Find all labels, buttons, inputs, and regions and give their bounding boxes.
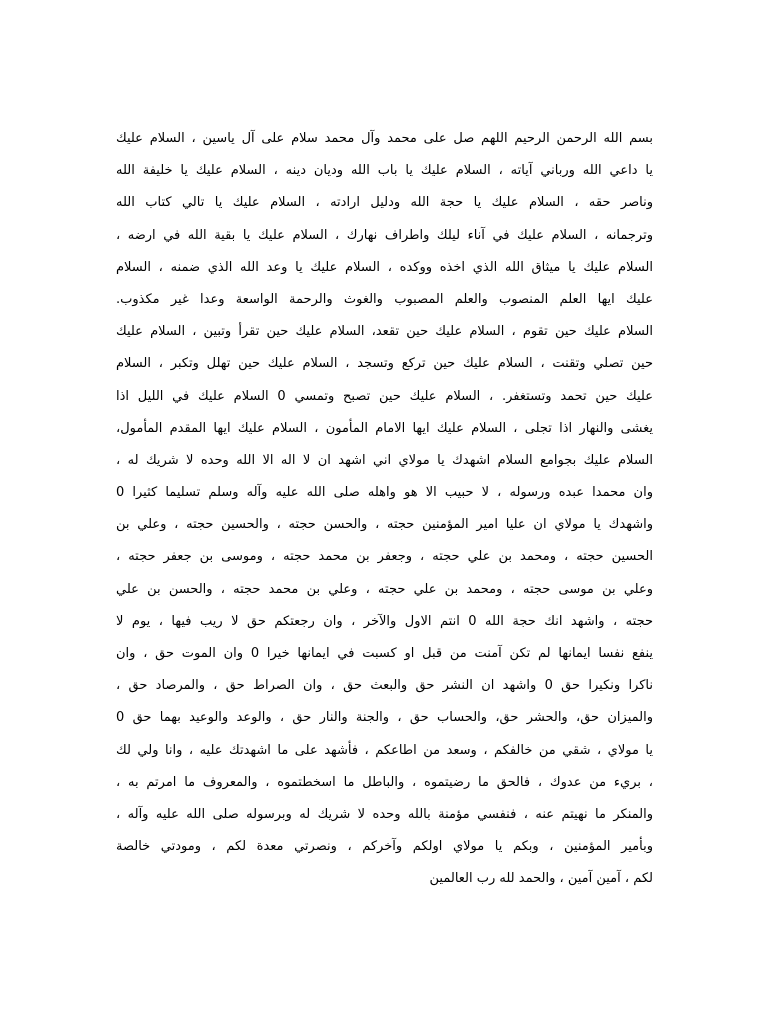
text-line: عليك حين تحمد وتستغفر. ، السلام عليك حين تصبح وتمسي 0 السلام عليك في الليل اذا: [116, 388, 653, 404]
text-line: وعلي بن موسى حجته ، ومحمد بن علي حجته ، وعلي بن محمد حجته ، والحسن بن علي: [116, 581, 653, 597]
text-line: يا داعي الله ورباني آياته ، السلام عليك يا باب الله وديان دينه ، السلام عليك يا خليفة الله: [116, 163, 653, 179]
text-line: ناكرا ونكيرا حق 0 واشهد ان النشر حق والبعث حق ، وان الصراط حق ، والمرصاد حق ،: [116, 678, 653, 694]
text-line: ينفع نفسا ايمانها لم تكن آمنت من قبل او كسبت في ايمانها خيرا 0 وان الموت حق ، وان: [116, 646, 653, 661]
text-line: السلام عليك بجوامع السلام اشهدك يا مولاي اني اشهد ان لا اله الا الله وحده لا شريك له ،: [116, 452, 653, 468]
text-line: واشهدك يا مولاي ان عليا امير المؤمنين حجته ، والحسن حجته ، والحسين حجته ، وعلي بن: [116, 517, 653, 533]
text-line: عليك ايها العلم المنصوب والعلم المصبوب والغوث والرحمة الواسعة وعدا غير مكذوب.: [116, 291, 653, 307]
text-line: وان محمدا عبده ورسوله ، لا حبيب الا هو واهله صلى الله عليه وآله وسلم تسليما كثيرا 0: [116, 485, 653, 501]
text-line: والمنكر ما نهيتم عنه ، فنفسي مؤمنة بالله وحده لا شريك له وبرسوله صلى الله عليه وآله ،: [116, 806, 653, 822]
text-line: وترجمانه ، السلام عليك في آناء ليلك واطراف نهارك ، السلام عليك يا بقية الله في ارضه ،: [116, 227, 653, 243]
text-line: يا مولاي ، شقي من خالفكم ، وسعد من اطاعكم ، فأشهد على ما اشهدتك عليه ، وانا ولي لك: [116, 742, 653, 758]
text-line: السلام عليك حين تقوم ، السلام عليك حين تقعد، السلام عليك حين تقرأ وتبين ، السلام عليك: [116, 324, 653, 340]
text-line-final: لكم ، آمين آمين ، والحمد لله رب العالمين: [429, 871, 653, 887]
text-line: يغشى والنهار اذا تجلى ، السلام عليك ايها الامام المأمون ، السلام عليك ايها المقدم المأمول،: [116, 420, 653, 436]
text-line: وبأمير المؤمنين ، وبكم يا مولاي اولكم وآخركم ، ونصرتي معدة لكم ، ومودتي خالصة: [116, 839, 653, 855]
text-line: ، بريء من عدوك ، فالحق ما رضيتموه ، والباطل ما اسخطتموه ، والمعروف ما امرتم به ،: [116, 774, 653, 790]
text-line: حجته ، واشهد انك حجة الله 0 انتم الاول والآخر ، وان رجعتكم حق لا ريب فيها ، يوم لا: [116, 613, 653, 629]
text-line: والميزان حق، والحشر حق، والحساب حق ، والجنة والنار حق ، والوعد والوعيد بهما حق 0: [116, 710, 653, 726]
text-line: بسم الله الرحمن الرحيم اللهم صل على محمد وآل محمد سلام على آل ياسين ، السلام عليك: [116, 131, 653, 146]
text-line: السلام عليك يا ميثاق الله الذي اخذه ووكده ، السلام عليك يا وعد الله الذي ضمنه ، السلام: [116, 259, 653, 275]
text-line: حين تصلي وتقنت ، السلام عليك حين تركع وتسجد ، السلام عليك حين تهلل وتكبر ، السلام: [116, 356, 653, 372]
prayer-text-block: [116, 123, 653, 896]
text-line: وناصر حقه ، السلام عليك يا حجة الله ودليل ارادته ، السلام عليك يا تالي كتاب الله: [116, 195, 653, 211]
text-line: الحسين حجته ، ومحمد بن علي حجته ، وجعفر بن محمد حجته ، وموسى بن جعفر حجته ،: [116, 549, 653, 565]
